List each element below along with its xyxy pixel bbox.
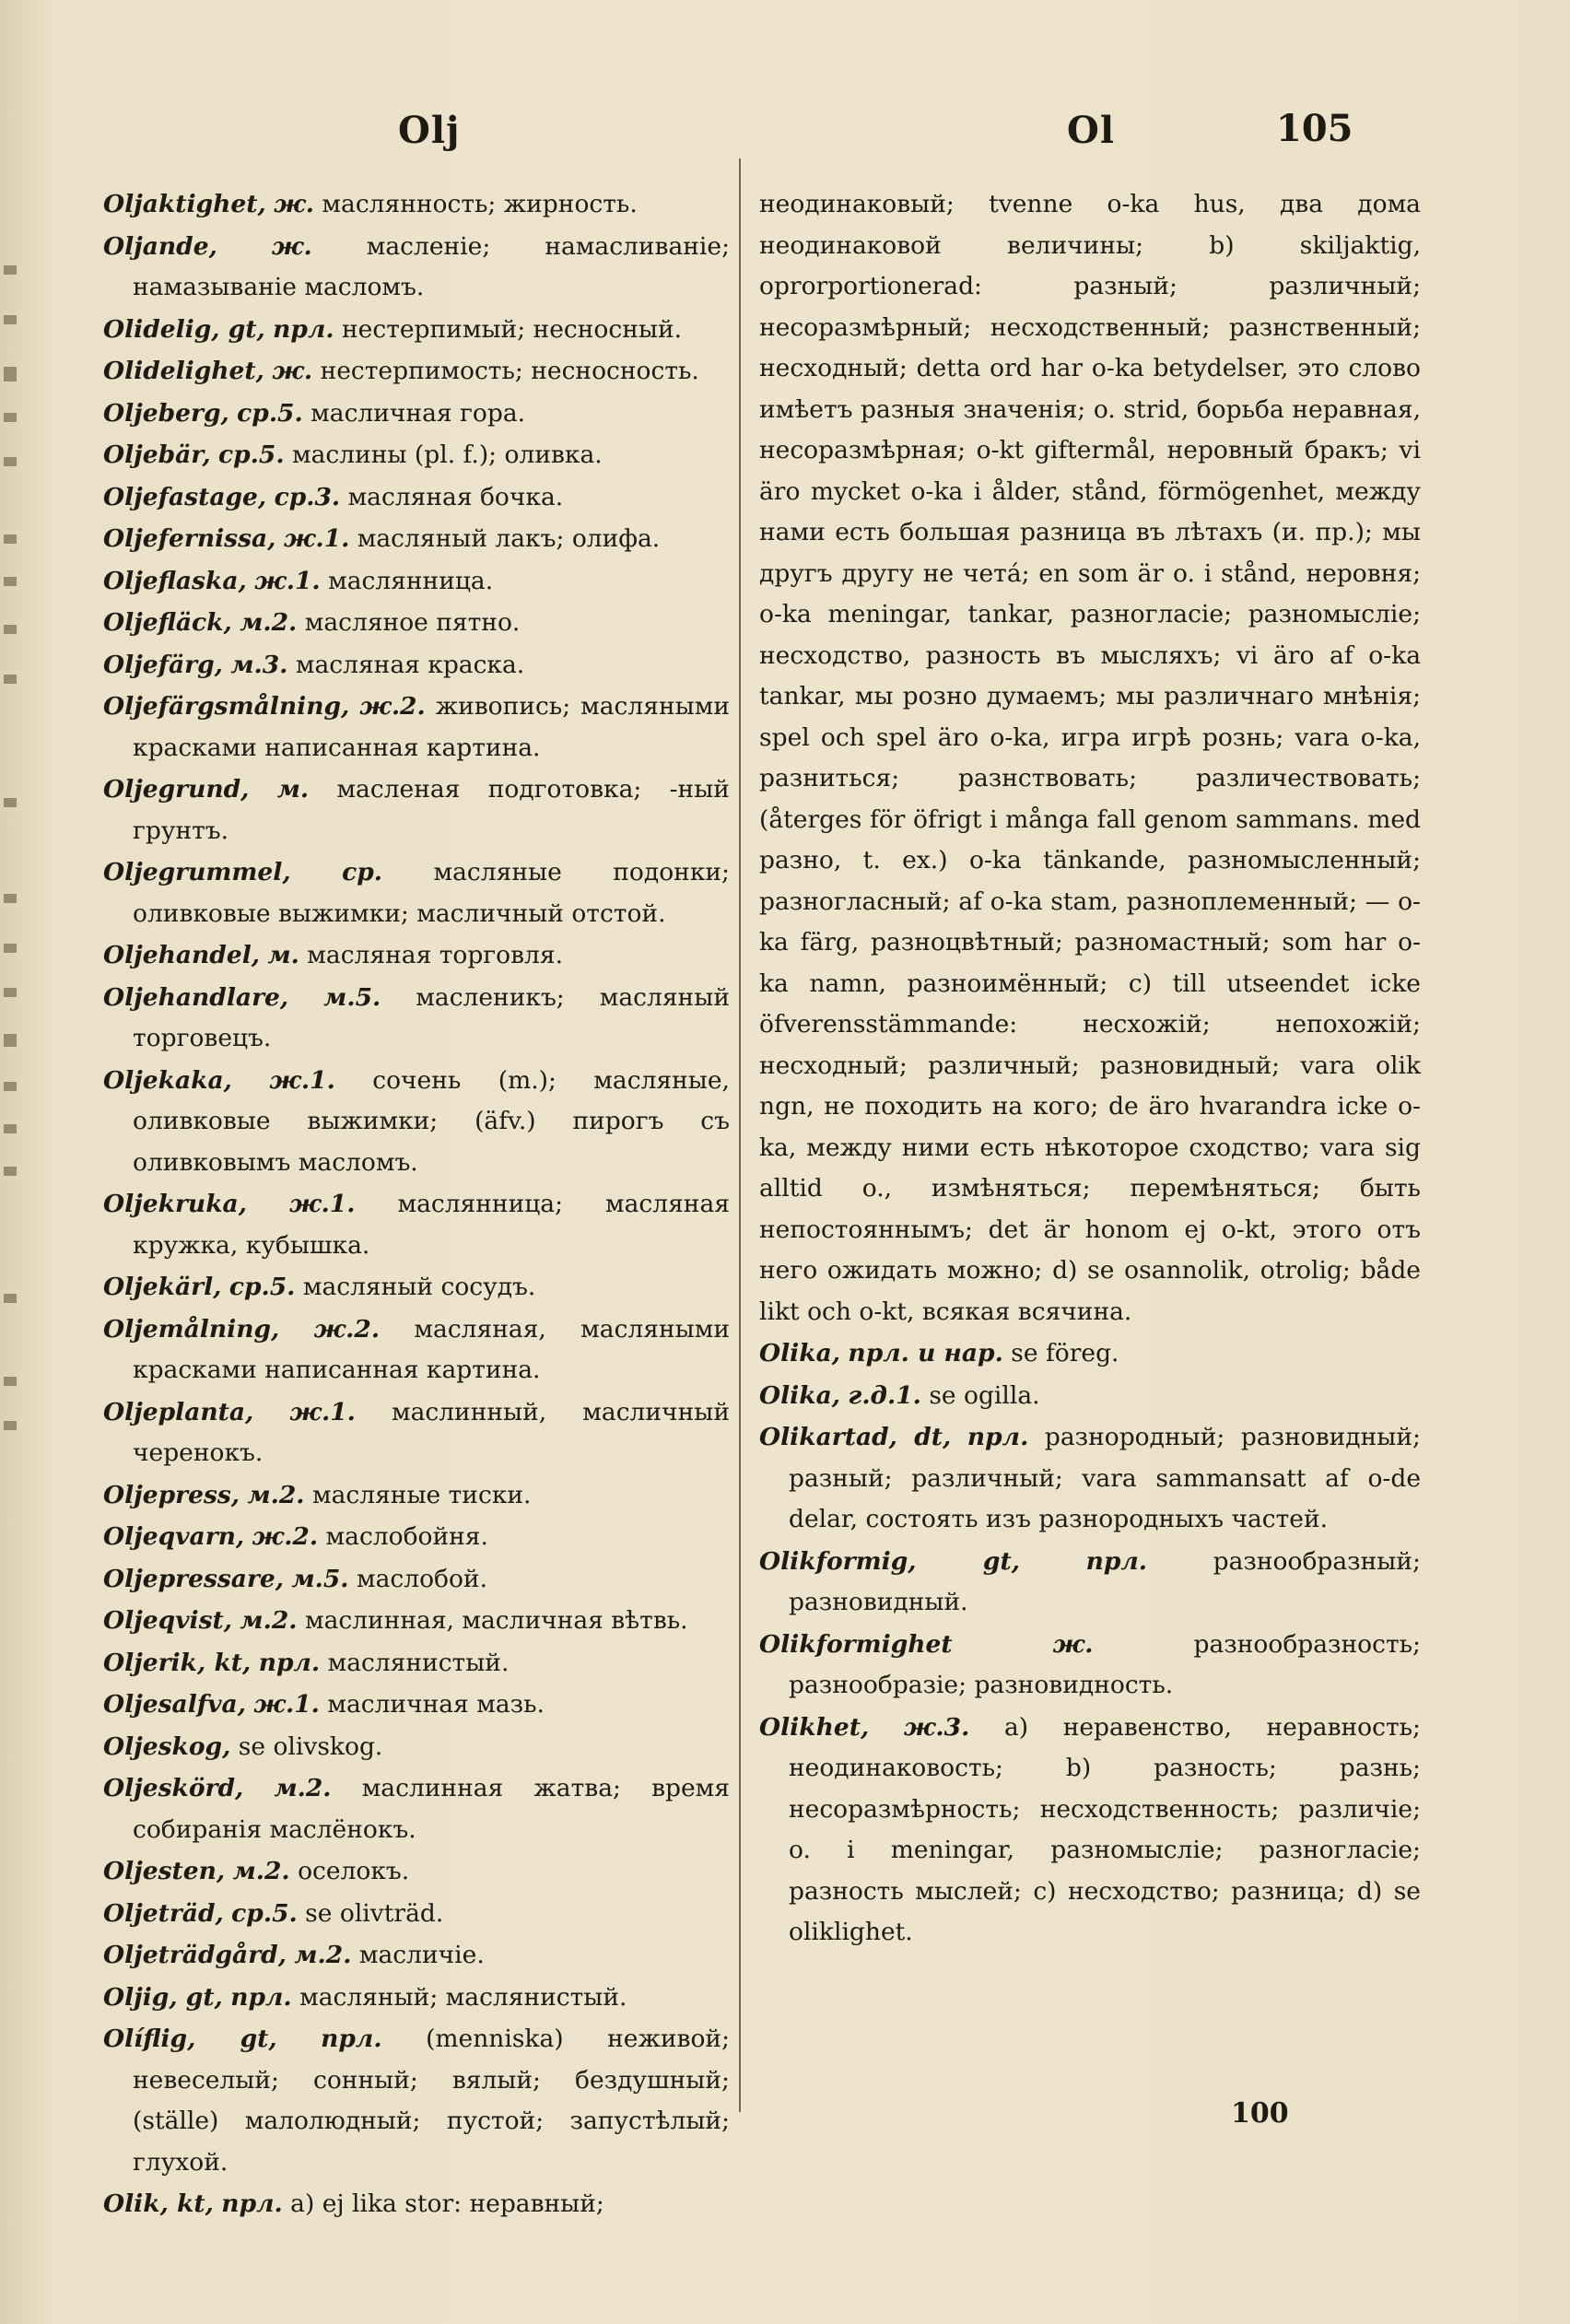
entry-definition: a) неравенство, неравность; неодинаковость; b) разность; разнь; несоразмѣрность; несходственность; различіе; o. i meningar, разномысліе; разногласіе; разность мыслей; c) несходство; разница; d) se oliklighet. bbox=[789, 1712, 1421, 1946]
page-edge-marks bbox=[0, 258, 24, 1456]
entry-definition: масляная краска. bbox=[295, 650, 525, 679]
entry-grammar: ж. bbox=[271, 231, 312, 261]
entry-definition: масляное пятно. bbox=[304, 608, 521, 637]
entry-grammar: ср.5. bbox=[218, 440, 285, 469]
entry-headword: Oljegrund, bbox=[103, 775, 250, 804]
entry-grammar: м.2. bbox=[240, 1606, 298, 1635]
dictionary-entry bbox=[103, 227, 730, 309]
entry-definition: масляный лакъ; олифа. bbox=[357, 524, 661, 553]
entry-grammar: м.5. bbox=[291, 1564, 349, 1593]
entry-headword: Oljeträdgård, bbox=[103, 1941, 287, 1969]
dictionary-entry bbox=[103, 1475, 730, 1517]
entry-headword: Oljeträd, bbox=[103, 1898, 224, 1928]
dictionary-entry bbox=[103, 1727, 730, 1768]
entry-headword: Oljehandlare, bbox=[103, 982, 289, 1012]
dictionary-entry bbox=[103, 477, 730, 519]
entry-headword: Oljeplanta, bbox=[103, 1397, 254, 1426]
dictionary-entry bbox=[759, 1417, 1421, 1541]
dictionary-entry bbox=[103, 1601, 730, 1642]
entry-definition: масленая подготовка; -ный грунтъ. bbox=[133, 775, 730, 845]
signature-mark: 100 bbox=[1231, 2097, 1289, 2130]
dictionary-entry bbox=[103, 1851, 730, 1893]
column-divider bbox=[739, 158, 741, 2112]
dictionary-entry bbox=[759, 1542, 1421, 1624]
entry-headword: Oljefastage, bbox=[103, 482, 267, 511]
entry-definition: разнородный; разновидный; разный; различный; vara sammansatt af o-de delar, состоять изъ разнородныхъ частей. bbox=[789, 1423, 1421, 1533]
entry-headword: Oljesalfva, bbox=[103, 1690, 246, 1719]
dictionary-entry bbox=[103, 1894, 730, 1935]
entry-grammar: ср.5. bbox=[231, 1898, 298, 1928]
entry-definition: маслинная жатва; время собиранія маслёнокъ. bbox=[133, 1774, 730, 1844]
entry-grammar: ж.1. bbox=[254, 566, 321, 595]
dictionary-entry bbox=[759, 1625, 1421, 1707]
entry-definition: масляная, масляными красками написанная картина. bbox=[133, 1314, 730, 1384]
entry-headword: Oljefärg, bbox=[103, 650, 223, 679]
entry-headword: Olikhet, bbox=[759, 1712, 870, 1742]
entry-grammar: прл. bbox=[967, 1423, 1029, 1451]
dictionary-entry bbox=[759, 184, 1421, 1332]
entry-grammar: ср. bbox=[342, 858, 382, 886]
entry-grammar: ср.3. bbox=[274, 482, 341, 511]
entry-grammar: м. bbox=[267, 941, 299, 969]
entry-definition: оселокъ. bbox=[298, 1857, 410, 1885]
entry-headword: Oljande, bbox=[103, 231, 217, 261]
entry-headword: Oljehandel, bbox=[103, 941, 260, 969]
entry-grammar: м.2. bbox=[274, 1774, 332, 1802]
entry-grammar: ж.1. bbox=[283, 524, 350, 553]
entry-headword: Olik, kt, bbox=[103, 2189, 214, 2218]
entry-definition: a) ej lika stor: неравный; bbox=[290, 2189, 604, 2218]
dictionary-entry bbox=[103, 645, 730, 687]
entry-headword: Olika, bbox=[759, 1380, 840, 1410]
dictionary-entry bbox=[103, 1684, 730, 1726]
entry-grammar: ж. bbox=[1052, 1629, 1094, 1659]
running-head-right: Ol bbox=[1067, 109, 1116, 152]
entry-definition: живопись; масляными красками написанная картина. bbox=[133, 692, 730, 762]
running-head-left: Olj bbox=[398, 109, 461, 152]
entry-headword: Oljemålning, bbox=[103, 1314, 280, 1344]
entry-definition: se ogilla. bbox=[929, 1380, 1040, 1410]
entry-headword: Oljefernissa, bbox=[103, 524, 276, 553]
dictionary-entry bbox=[103, 1978, 730, 2019]
entry-grammar: ж.1. bbox=[288, 1190, 356, 1218]
entry-definition: сочень (m.); масляные, оливковые выжимки; (äfv.) пирогъ съ оливковымъ масломъ. bbox=[133, 1065, 730, 1177]
entry-headword: Oljeskog, bbox=[103, 1731, 231, 1761]
entry-headword: Olika, bbox=[759, 1339, 840, 1367]
entry-definition: (menniska) неживой; невеселый; сонный; вялый; бездушный; (ställe) малолюдный; пустой; запустѣлый; глухой. bbox=[133, 2025, 730, 2177]
dictionary-entry bbox=[103, 1768, 730, 1850]
entry-grammar: прл. bbox=[258, 1648, 321, 1677]
dictionary-entry bbox=[103, 603, 730, 644]
entry-grammar: м. bbox=[276, 775, 310, 804]
entry-definition: маслобойня. bbox=[325, 1522, 488, 1551]
entry-headword: Oljekaka, bbox=[103, 1065, 232, 1095]
entry-grammar: ж.1. bbox=[289, 1397, 356, 1426]
dictionary-entry bbox=[103, 1061, 730, 1184]
entry-grammar: м.2. bbox=[240, 608, 298, 637]
entry-headword: Olikformig, gt, bbox=[759, 1546, 1020, 1576]
entry-headword: Oljeqvist, bbox=[103, 1606, 232, 1635]
entry-headword: Oljepressare, bbox=[103, 1564, 285, 1593]
entry-grammar: прл. bbox=[1085, 1546, 1148, 1576]
dictionary-entry bbox=[103, 393, 730, 435]
entry-grammar: ср.5. bbox=[237, 398, 303, 428]
entry-grammar: м.2. bbox=[232, 1857, 290, 1885]
entry-grammar: м.3. bbox=[230, 650, 288, 679]
entry-grammar: прл. bbox=[230, 1982, 292, 2012]
entry-definition: масляный; маслянистый. bbox=[299, 1982, 627, 2012]
dictionary-entry bbox=[103, 351, 730, 393]
entry-headword: Olikartad, dt, bbox=[759, 1423, 952, 1451]
entry-grammar: ж.3. bbox=[903, 1712, 970, 1742]
dictionary-entry bbox=[103, 1392, 730, 1474]
dictionary-entry bbox=[103, 2019, 730, 2183]
dictionary-entry bbox=[103, 561, 730, 603]
entry-grammar: ж.1. bbox=[269, 1065, 335, 1095]
entry-headword: Olidelighet, bbox=[103, 357, 264, 385]
entry-headword: Oljeqvarn, bbox=[103, 1522, 245, 1551]
entry-definition: se olivskog. bbox=[238, 1731, 383, 1761]
entry-definition: масленіе; намасливаніе; намазываніе масломъ. bbox=[133, 231, 730, 301]
entry-definition: масличная мазь. bbox=[327, 1690, 545, 1719]
dictionary-entry bbox=[103, 310, 730, 351]
entry-headword: Olíflig, gt, bbox=[103, 2025, 277, 2053]
entry-definition: маслянница; масляная кружка, кубышка. bbox=[133, 1190, 730, 1260]
entry-definition: нестерпимость; несносность. bbox=[320, 357, 699, 385]
dictionary-entry bbox=[759, 1708, 1421, 1954]
entry-definition: масляный сосудъ. bbox=[302, 1273, 536, 1301]
entry-grammar: ж. bbox=[274, 190, 314, 218]
entry-definition: масленикъ; масляный торговецъ. bbox=[133, 982, 730, 1052]
entry-headword: Oljegrummel, bbox=[103, 858, 291, 886]
dictionary-entry bbox=[103, 184, 730, 226]
entry-grammar: ср.5. bbox=[228, 1273, 296, 1301]
dictionary-entry bbox=[103, 769, 730, 851]
entry-headword: Oljaktighet, bbox=[103, 190, 266, 218]
dictionary-entry bbox=[103, 1643, 730, 1684]
entry-definition: маслянность; жирность. bbox=[322, 190, 638, 218]
entry-headword: Oljefärgsmålning, bbox=[103, 692, 350, 721]
entry-definition: масляная бочка. bbox=[347, 482, 564, 511]
entry-headword: Oljeflaska, bbox=[103, 566, 247, 595]
dictionary-entry bbox=[103, 1184, 730, 1266]
dictionary-entry bbox=[103, 1559, 730, 1601]
entry-grammar: ж.2. bbox=[313, 1314, 381, 1344]
dictionary-entry bbox=[759, 1333, 1421, 1375]
entry-grammar: м.2. bbox=[247, 1480, 305, 1509]
entry-definition: разнообразный; разновидный. bbox=[789, 1546, 1421, 1616]
dictionary-entry bbox=[103, 1309, 730, 1391]
entry-definition: маслины (pl. f.); оливка. bbox=[292, 440, 603, 469]
entry-grammar: ж.2. bbox=[252, 1522, 319, 1551]
dictionary-entry bbox=[103, 1267, 730, 1309]
entry-definition: маслинная, масличная вѣтвь. bbox=[304, 1606, 688, 1635]
entry-headword: Oljebär, bbox=[103, 440, 211, 469]
entry-definition: масличная гора. bbox=[310, 398, 526, 428]
entry-headword: Oljefläck, bbox=[103, 608, 232, 637]
entry-definition: se olivträd. bbox=[305, 1898, 444, 1928]
entry-definition: нестерпимый; несносный. bbox=[342, 314, 683, 344]
right-column bbox=[759, 184, 1421, 1954]
entry-grammar: прл. и нар. bbox=[848, 1339, 1003, 1367]
entry-definition: se föreg. bbox=[1011, 1339, 1119, 1367]
dictionary-entry bbox=[103, 2184, 730, 2225]
entry-headword: Oljepress, bbox=[103, 1480, 240, 1509]
left-column bbox=[103, 184, 730, 2226]
entry-definition: неодинаковый; tvenne o-ka hus, два дома неодинаковой величины; b) skiljaktig, oprorportionerad: разный; различный; несоразмѣрный; несходственный; разнственный; несходный; detta ord har o-ka betydelser, это слово имѣетъ разныя значенія; o. strid, борьба неравная, несоразмѣрная; o-kt giftermål, неровный бракъ; vi äro mycket o-ka i ålder, stånd, förmögenhet, между нами есть большая разница въ лѣтахъ (и. пр.); мы другъ другу не четá; en som är o. i stånd, неровня; o-ka meningar, tankar, разногласіе; разномысліе; несходство, разность въ мысляхъ; vi äro af o-ka tankar, мы розно думаемъ; мы различнаго мнѣнія; spel och spel äro o-ka, игра игрѣ рознь; vara o-ka, разниться; разнствовать; различествовать; (återges för öfrigt i många fall genom sammans. med разно, t. ex.) o-ka tänkande, разномысленный; разногласный; af o-ka stam, разноплеменный; — o-ka färg, разноцвѣтный; разномастный; som har o-ka namn, разноимённый; c) till utseendet icke öfverensstämmande: несхожій; непохожій; несходный; различный; разновидный; vara olik ngn, не походить на кого; de äro hvarandra icke o-ka, между ними есть нѣкоторое сходство; vara sig alltid o., измѣняться; перемѣняться; быть непостояннымъ; det är honom ej o-kt, этого отъ него ожидать можно; d) se osannolik, otrolig; både likt och o-kt, всякая всячина. bbox=[759, 190, 1421, 1326]
entry-definition: масляные тиски. bbox=[311, 1480, 532, 1509]
entry-headword: Olidelig, gt, bbox=[103, 314, 265, 344]
entry-headword: Oljekärl, bbox=[103, 1273, 222, 1301]
entry-definition: разнообразность; разнообразіе; разновидность. bbox=[789, 1629, 1421, 1699]
entry-grammar: ж. bbox=[272, 357, 313, 385]
entry-headword: Oljig, gt, bbox=[103, 1982, 223, 2012]
entry-grammar: м.2. bbox=[294, 1941, 352, 1969]
page-number: 105 bbox=[1276, 107, 1353, 150]
entry-definition: маслобой. bbox=[356, 1564, 488, 1593]
entry-headword: Olikformighet bbox=[759, 1629, 953, 1659]
entry-definition: масляная торговля. bbox=[307, 941, 564, 969]
entry-grammar: прл. bbox=[273, 314, 334, 344]
entry-headword: Oljekruka, bbox=[103, 1190, 247, 1218]
entry-headword: Oljeberg, bbox=[103, 398, 229, 428]
entry-definition: маслянница. bbox=[328, 566, 494, 595]
dictionary-entry bbox=[103, 852, 730, 934]
entry-grammar: г.д.1. bbox=[848, 1380, 921, 1410]
entry-definition: маслянистый. bbox=[327, 1648, 510, 1677]
entry-definition: масличіе. bbox=[358, 1941, 485, 1969]
entry-grammar: прл. bbox=[321, 2025, 382, 2053]
dictionary-entry bbox=[103, 687, 730, 769]
entry-grammar: прл. bbox=[221, 2189, 283, 2218]
entry-headword: Oljesten, bbox=[103, 1857, 226, 1885]
entry-grammar: ж.2. bbox=[359, 692, 426, 721]
entry-definition: масляные подонки; оливковые выжимки; масличный отстой. bbox=[133, 858, 730, 928]
dictionary-entry bbox=[759, 1376, 1421, 1417]
dictionary-entry bbox=[103, 519, 730, 560]
dictionary-entry bbox=[103, 1517, 730, 1558]
entry-headword: Oljeskörd, bbox=[103, 1774, 244, 1802]
entry-grammar: м.5. bbox=[323, 982, 381, 1012]
dictionary-entry bbox=[103, 435, 730, 476]
dictionary-entry bbox=[103, 978, 730, 1060]
entry-headword: Oljerik, kt, bbox=[103, 1648, 252, 1677]
entry-definition: маслинный, масличный черенокъ. bbox=[133, 1397, 730, 1467]
dictionary-entry bbox=[103, 935, 730, 977]
dictionary-entry bbox=[103, 1935, 730, 1977]
entry-grammar: ж.1. bbox=[253, 1690, 320, 1719]
